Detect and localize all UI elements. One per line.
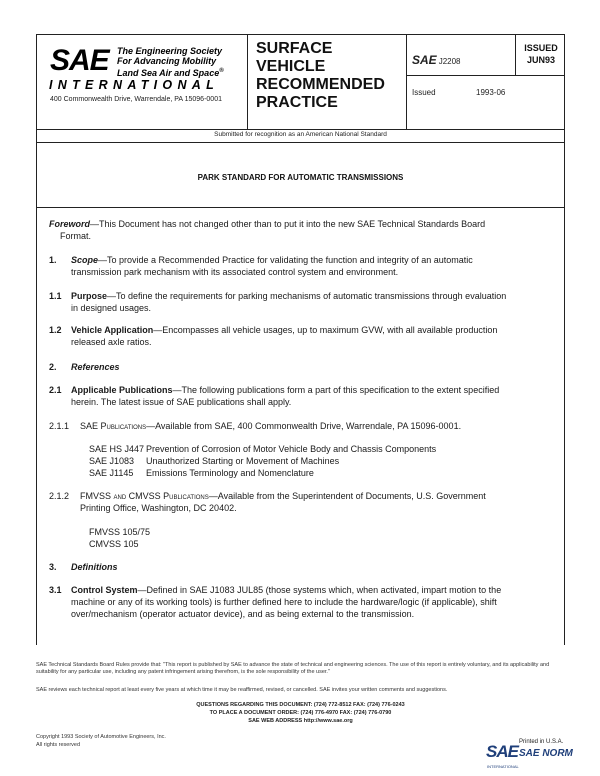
- society-line-2: For Advancing Mobility: [117, 56, 217, 66]
- doc-prefix: SAE: [412, 53, 437, 67]
- sae-norm-wordmark: SAE NORM: [519, 748, 573, 759]
- section-2-1-number: 2.1: [49, 385, 62, 395]
- document-number: [412, 53, 460, 67]
- section-3-1-text-2: machine or any of its working tools) is further defined here to include the hardware/logic (if applicable), shift: [71, 597, 497, 607]
- registered-mark: ®: [219, 68, 224, 74]
- section-3-1-number: 3.1: [49, 585, 62, 595]
- header-hline: [406, 75, 564, 76]
- sae-norm-subtitle: INTERNATIONAL: [487, 764, 519, 769]
- section-2-1-label: Applicable Publications: [71, 385, 173, 395]
- section-2-1-1: [49, 420, 554, 432]
- section-1-2-text-2: released axle ratios.: [71, 337, 152, 347]
- copyright: Copyright 1993 Society of Automotive Engineers, Inc.: [36, 734, 166, 740]
- section-2: [49, 361, 554, 373]
- doctype-line-4: PRACTICE: [256, 94, 338, 111]
- sae-publications-list: [89, 443, 549, 479]
- foreword-label: Foreword: [49, 219, 91, 229]
- issued-box-date: JUN93: [526, 55, 555, 65]
- section-1-1-label: Purpose: [71, 291, 108, 301]
- section-2-1-2-label: FMVSS and CMVSS Publications: [80, 491, 209, 501]
- submitted-note: Submitted for recognition as an American National Standard: [214, 131, 387, 138]
- society-line-3: [117, 66, 224, 78]
- issued-label: Issued: [412, 88, 436, 97]
- section-1-2: [49, 324, 554, 348]
- list-item: [89, 467, 549, 479]
- section-2-1-2: [49, 490, 554, 514]
- header-address: 400 Commonwealth Drive, Warrendale, PA 15096-0001: [50, 96, 222, 103]
- document-type: [256, 40, 385, 112]
- rules-notice: SAE Technical Standards Board Rules provide that: "This report is published by SAE to advance the state of technical and engineering sciences. The use of this report is entirely voluntary, and its applicability and suitability for any particular use, including any patent infringement arising therefrom, is the sole responsibility of the user.": [36, 662, 550, 675]
- header-divider-1: [247, 35, 248, 130]
- issued-box-label: ISSUED: [524, 43, 558, 53]
- doctype-line-3: RECOMMENDED: [256, 76, 385, 93]
- publication-id: SAE J1145: [89, 468, 134, 478]
- section-2-number: 2.: [49, 362, 57, 372]
- header-bottom-line: [37, 129, 564, 130]
- rights-reserved: All rights reserved: [36, 742, 81, 748]
- issued-box: [521, 42, 561, 66]
- publication-title: Emissions Terminology and Nomenclature: [146, 468, 314, 478]
- society-line-1: The Engineering Society: [117, 46, 223, 56]
- section-1-1-number: 1.1: [49, 291, 62, 301]
- foreword: [49, 218, 554, 242]
- section-2-1-1-text: —Available from SAE, 400 Commonwealth Drive, Warrendale, PA 15096-0001.: [146, 421, 462, 431]
- header-divider-2: [406, 35, 407, 130]
- section-1: [49, 254, 554, 278]
- foreword-text: —This Document has not changed other than to put it into the new SAE Technical Standards Board: [90, 219, 486, 229]
- section-2-1-2-text-2: Printing Office, Washington, DC 20402.: [80, 503, 237, 513]
- section-1-1-text: —To define the requirements for parking mechanisms of automatic transmissions through evaluation: [107, 291, 507, 301]
- section-1-1-text-2: in designed usages.: [71, 303, 152, 313]
- publication-title: Unauthorized Starting or Movement of Machines: [146, 456, 340, 466]
- section-1-text-2: transmission park mechanism with its associated control system and environment.: [71, 267, 399, 277]
- doctype-line-2: VEHICLE: [256, 58, 326, 75]
- sae-logo: SAE: [50, 44, 109, 77]
- section-1-label: Scope: [71, 255, 99, 265]
- publication-id: SAE HS J447: [89, 444, 145, 454]
- section-2-1-1-label: SAE Publications: [80, 421, 147, 431]
- issued-date: 1993-06: [476, 88, 506, 97]
- document-title: PARK STANDARD FOR AUTOMATIC TRANSMISSIONS: [197, 173, 404, 182]
- section-2-1: [49, 384, 554, 408]
- publication-title: Prevention of Corrosion of Motor Vehicle Body and Chassis Components: [146, 444, 437, 454]
- doctype-line-1: SURFACE: [256, 40, 333, 57]
- fmvss-list: [89, 526, 289, 550]
- section-3-label: Definitions: [71, 562, 118, 572]
- section-1-2-number: 1.2: [49, 325, 62, 335]
- publication-id: SAE J1083: [89, 456, 135, 466]
- section-3-1: [49, 584, 559, 620]
- section-3-1-text: —Defined in SAE J1083 JUL85 (those systems which, when activated, impart motion to the: [137, 585, 502, 595]
- order-line: TO PLACE A DOCUMENT ORDER: (724) 776-4970 FAX: (724) 776-0790: [209, 710, 392, 716]
- section-1-text: —To provide a Recommended Practice for validating the function and integrity of an automatic: [98, 255, 473, 265]
- foreword-text-2: Format.: [60, 231, 92, 241]
- section-1-1: [49, 290, 554, 314]
- section-2-1-1-number: 2.1.1: [49, 421, 70, 431]
- doc-number-text: J2208: [438, 57, 461, 66]
- section-1-2-text: —Encompasses all vehicle usages, up to maximum GVW, with all available production: [153, 325, 498, 335]
- international-wordmark: INTERNATIONAL: [49, 78, 220, 92]
- section-3-number: 3.: [49, 562, 57, 572]
- list-item: [89, 455, 549, 467]
- web-line: SAE WEB ADDRESS http://www.sae.org: [248, 718, 353, 724]
- section-1-number: 1.: [49, 255, 57, 265]
- review-notice: SAE reviews each technical report at least every five years at which time it may be reaffirmed, revised, or cancelled. SAE invites your written comments and suggestions.: [36, 687, 448, 693]
- section-1-2-label: Vehicle Application: [71, 325, 154, 335]
- section-2-1-2-number: 2.1.2: [49, 491, 70, 501]
- section-3-1-text-3: over/mechanism (operator actuator device), and as being external to the transmission.: [71, 609, 415, 619]
- sae-corner-logo: SAE: [486, 742, 518, 761]
- section-2-label: References: [71, 362, 120, 372]
- section-2-1-text-2: herein. The latest issue of SAE publications shall apply.: [71, 397, 292, 407]
- section-3: [49, 561, 554, 573]
- section-2-1-2-text: —Available from the Superintendent of Documents, U.S. Government: [208, 491, 486, 501]
- header-divider-3: [515, 35, 516, 75]
- list-item: CMVSS 105: [89, 539, 139, 549]
- section-2-1-text: —The following publications form a part of this specification to the extent specified: [172, 385, 500, 395]
- list-item: FMVSS 105/75: [89, 527, 151, 537]
- questions-line: QUESTIONS REGARDING THIS DOCUMENT: (724) 772-8512 FAX: (724) 776-0243: [196, 702, 405, 708]
- list-item: [89, 443, 549, 455]
- section-3-1-label: Control System: [71, 585, 138, 595]
- printed-in: Printed in U.S.A.: [519, 739, 564, 745]
- society-line-3-text: Land Sea Air and Space: [117, 68, 220, 78]
